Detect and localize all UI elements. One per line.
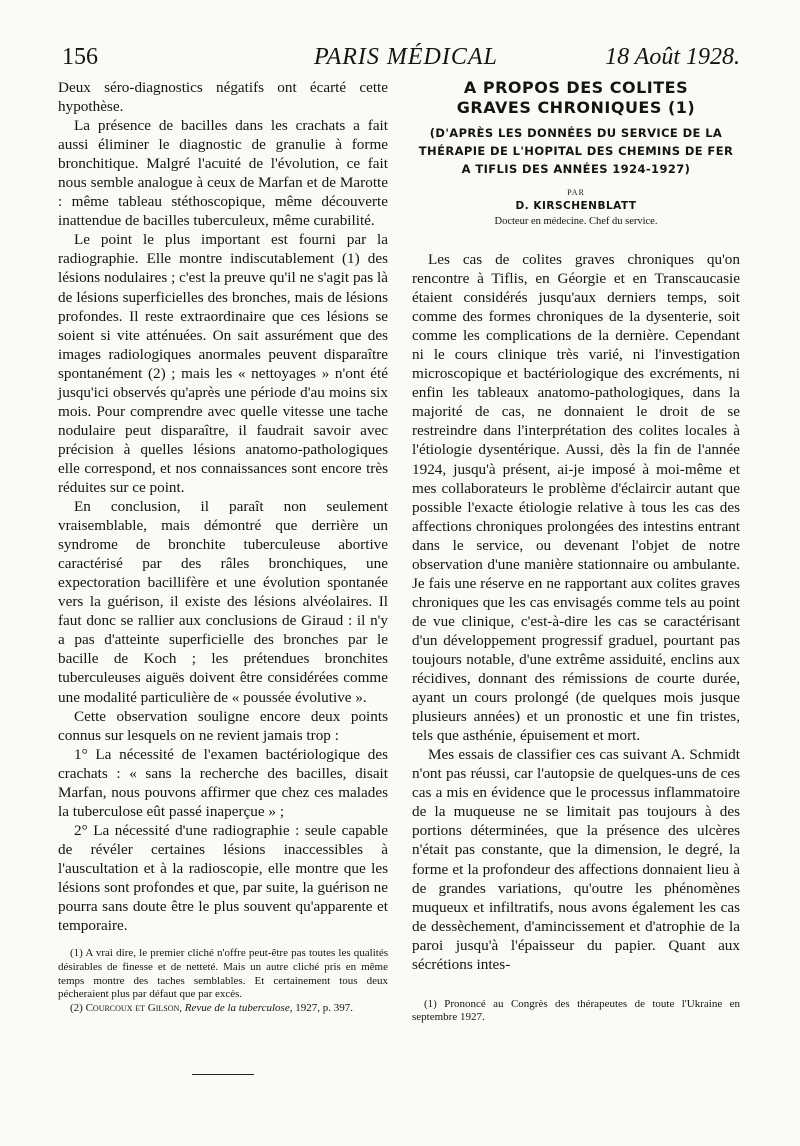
author-affiliation: Docteur en médecine. Chef du service. [494, 216, 658, 227]
page-header [62, 44, 740, 74]
footnotes [58, 947, 388, 1016]
right-column [412, 78, 740, 1025]
footnote-1: (1) A vrai dire, le premier cliché n'offre peut-être pas toutes les qualités désirables de finesse et de netteté. Mais un autre cliché pris en même temps montre des taches semblables. Et certainement tous deux pécheraient plus par défaut que par excès. [58, 947, 388, 1001]
left-column [58, 78, 388, 1075]
footnote-article: (1) Prononcé au Congrès des thérapeutes de toute l'Ukraine en septembre 1927. [412, 997, 740, 1024]
article-subtitle: (D'APRÈS LES DONNÉES DU SERVICE DE LA THÉRAPIE DE L'HOPITAL DES CHEMINS DE FER A TIFLIS DES ANNÉES 1924-1927) [418, 126, 734, 176]
title-line-1: A PROPOS DES COLITES [463, 78, 689, 97]
author-name: D. KIRSCHENBLATT [515, 200, 637, 212]
paragraph: Les cas de colites graves chroniques qu'on rencontre à Tiflis, en Géorgie et en Transcaucasie étaient considérés jusqu'aux derniers temps, soit comme des formes chroniques de la dysenterie, soit comme les complications de la dernière. Cependant ni le cours clinique très varié, ni l'investigation microscopique et bactériologique des excréments, ni enfin les tableaux anatomo-pathologiques, dans la majorité de cas, ne donnaient le droit de se restreindre dans l'interprétation des colites locales à l'étiologie dysentérique. Aussi, dès la fin de l'année 1924, jusqu'à présent, ai-je imposé à moi-même et mes collaborateurs le problème d'éclaircir autant que possible l'exacte étiologie relative à tous les cas des affections chroniques prolongées des intestins entrant dans le service, ou devenant l'objet de notre observation d'une manière stationnaire ou ambulante. Je fais une réserve en ne rapportant aux colites graves chroniques que les cas envisagés comme tels au point de vue clinique, c'est-à-dire les cas se caractérisant d'un développement progressif graduel, pourtant pas toujours notable, d'une extrême assiduité, enclins aux récidives, donnant des rémissions de courte durée, ayant un cours prolongé (de quelques mois jusque plusieurs années) et un pronostic et une fin tristes, tels que asthénie, épuisement et mort. [412, 251, 740, 745]
title-line-2: GRAVES CHRONIQUES (1) [456, 98, 696, 117]
footnote-2-journal: Revue de la tuberculose, [184, 1001, 293, 1014]
page-number: 156 [62, 44, 98, 70]
paragraph: En conclusion, il paraît non seulement vraisemblable, mais démontré que derrière un syndrome de bronchite tuberculeuse abortive caractérisé par des râles bronchiques, une expectoration bacillifère et une évolution spontanée vers la guérison, il existe des lésions alvéolaires. Il faut donc se rallier aux conclusions de Giraud : il n'y a pas d'atteinte superficielle des bronches par le bacille de Koch ; les prétendues bronchites tuberculeuses aiguës doivent être considérées comme une modalité particulière de « poussée évolutive ». [58, 498, 388, 706]
numbered-point: 2° La nécessité d'une radiographie : seule capable de révéler certaines lésions inaccessibles à l'auscultation et à la radioscopie, elle montre que les lésions sont profondes et que, par suite, la guérison ne pourra sans doute être le plus souvent qu'apparente et temporaire. [58, 821, 388, 935]
numbered-point: 1° La nécessité de l'examen bactériologique des crachats : « sans la recherche des bacilles, disait Marfan, nous pouvons affirmer que chez ces malades la tuberculose eût passé inaperçue » ; [58, 745, 388, 820]
footnote-2-details: 1927, p. 397. [295, 1001, 353, 1014]
issue-date: 18 Août 1928. [605, 44, 740, 70]
journal-title: PARIS MÉDICAL [314, 44, 498, 70]
paragraph: Cette observation souligne encore deux points connus sur lesquels on ne revient jamais trop : [58, 707, 388, 744]
paragraph: Deux séro-diagnostics négatifs ont écarté cette hypothèse. [58, 79, 388, 116]
paragraph: La présence de bacilles dans les crachats a fait aussi éliminer le diagnostic de granulie à forme bronchitique. Malgré l'acuité de l'évolution, ce fait nous semble analogue à ceux de Marfan et de Marotte : même tableau stéthoscopique, même découverte inattendue de bacilles tuberculeux, même curabilité. [58, 117, 388, 230]
paragraph: Mes essais de classifier ces cas suivant A. Schmidt n'ont pas réussi, car l'autopsie de quelques-uns de ces cas a mis en évidence que le processus inflammatoire de la muqueuse ne se limitait pas toujours à des portions déterminées, que la présence des ulcères n'était pas constante, que la dimension, le degré, la forme et la profondeur des affections donnaient lieu à de grandes variations, qu'outre les phénomènes muqueux et infiltratifs, nous avons également les cas de dessèchement, d'amincissement et d'atrophie de la paroi jusqu'à l'épaisseur du papier. Quant aux sécrétions intes- [412, 746, 740, 973]
end-rule [192, 1074, 254, 1075]
byline-par: PAR [567, 188, 585, 197]
footnote-2 [58, 1002, 388, 1016]
article-title [412, 78, 740, 118]
footnote-2-authors: (2) Courcoux et Gilson, [70, 1001, 182, 1014]
paragraph: Le point le plus important est fourni par la radiographie. Elle montre indiscutablement (1) des lésions nodulaires ; c'est la preuve qu'il ne s'agit pas là de lésions superficielles des bronches, mais de lésions profondes. Il reste extraordinaire que ces lésions se soient si vite atténuées. On sait assurément que des images radiologiques anormales peuvent disparaître spontanément (2) ; mais les « nettoyages » n'ont été jusqu'ici observés qu'après une période d'au moins six mois. Pour comprendre avec quelle vitesse une tache nodulaire peut disparaître, il faudrait savoir avec précision à quelles lésions anatomo-pathologiques elle correspond, et nos connaissances sont encore très réduites sur ce point. [58, 231, 388, 496]
